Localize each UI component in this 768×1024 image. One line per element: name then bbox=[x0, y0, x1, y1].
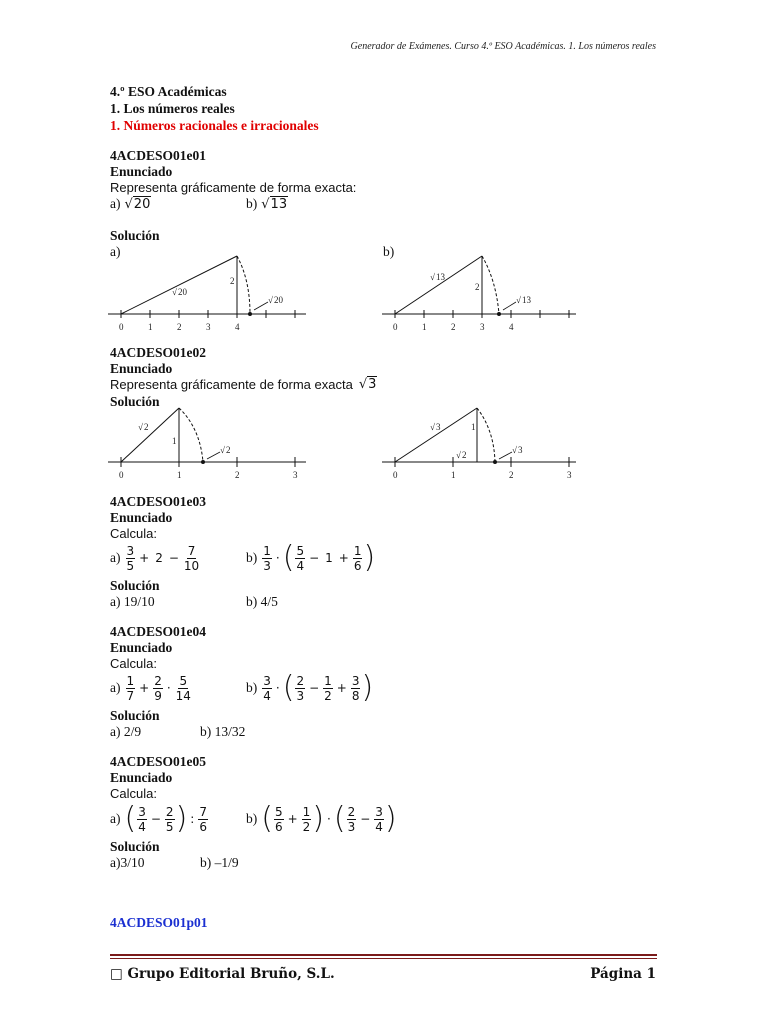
ex4-solucion-label: Solución bbox=[110, 708, 160, 723]
ex2-code: 4ACDESO01e02 bbox=[110, 345, 207, 360]
section-title: 1. Números racionales e irracionales bbox=[110, 118, 319, 133]
ex4-enunciado-label: Enunciado bbox=[110, 640, 173, 655]
fraction: $\frac{1}{6}$ bbox=[353, 543, 362, 573]
ex1-b-label: b) bbox=[246, 196, 258, 211]
ex2a-tick-1: 1 bbox=[177, 470, 182, 480]
ex1a-tick-2: 2 bbox=[177, 322, 182, 332]
ex3-b-label: b) bbox=[246, 550, 258, 565]
ex5-a-label: a) bbox=[110, 811, 121, 826]
ex1-figure-b bbox=[382, 240, 582, 334]
ex1b-hyp-label: 13 bbox=[436, 272, 445, 282]
fraction: $\frac{3}{5}$ bbox=[126, 543, 135, 573]
ex2b-base-label: 2 bbox=[462, 450, 467, 460]
ex2a-hyp-sqrt: √ bbox=[138, 422, 143, 432]
ex4-a-label: a) bbox=[110, 680, 121, 695]
operator: : bbox=[190, 812, 195, 826]
ex2b-tick-0: 0 bbox=[393, 470, 398, 480]
operator: + bbox=[139, 681, 150, 695]
ex2b-tick-2: 2 bbox=[509, 470, 514, 480]
right-paren: ) bbox=[175, 801, 188, 836]
fraction: $\frac{5}{14}$ bbox=[175, 673, 191, 703]
fraction: $\frac{3}{8}$ bbox=[351, 673, 360, 703]
ex1b-point-label: 13 bbox=[522, 295, 531, 305]
ex2a-hyp-label: 2 bbox=[144, 422, 149, 432]
ex1-b-radicand: 13 bbox=[270, 196, 288, 212]
left-paren: ( bbox=[282, 670, 295, 705]
ex1-figure-a bbox=[108, 240, 308, 334]
ex3-a-label: a) bbox=[110, 550, 121, 565]
sqrt-symbol: √ bbox=[261, 196, 270, 212]
ex5-solucion-label: Solución bbox=[110, 839, 160, 854]
operator: − bbox=[309, 551, 320, 565]
ex2a-tick-0: 0 bbox=[119, 470, 124, 480]
ex3-item-b bbox=[246, 540, 375, 576]
operator: + bbox=[338, 551, 349, 565]
ex1b-tick-4: 4 bbox=[509, 322, 514, 332]
right-paren: ) bbox=[363, 540, 376, 575]
operator: − bbox=[150, 812, 161, 826]
ex1a-tick-1: 1 bbox=[148, 322, 153, 332]
ex3-solucion-label: Solución bbox=[110, 578, 160, 593]
operator: − bbox=[168, 551, 179, 565]
ex1a-tick-3: 3 bbox=[206, 322, 211, 332]
ex2-statement: Representa gráficamente de forma exacta bbox=[110, 377, 353, 392]
ex3-enunciado-label: Enunciado bbox=[110, 510, 173, 525]
ex1b-tick-0: 0 bbox=[393, 322, 398, 332]
operator: − bbox=[309, 681, 320, 695]
ex4-sol-b: b) 13/32 bbox=[200, 724, 246, 739]
ex1b-point-sqrt: √ bbox=[516, 295, 521, 305]
left-paren: ( bbox=[261, 801, 273, 836]
footer-rule bbox=[110, 954, 657, 956]
footer-publisher: □ Grupo Editorial Bruño, S.L. bbox=[110, 966, 335, 982]
unit-title: 1. Los números reales bbox=[110, 101, 235, 116]
ex1-item-b bbox=[246, 196, 288, 212]
ex2b-point-label: 3 bbox=[518, 445, 523, 455]
operator: + bbox=[287, 812, 298, 826]
running-header: Generador de Exámenes. Curso 4.º ESO Académicas. 1. Los números reales bbox=[350, 41, 656, 52]
ex1b-tick-2: 2 bbox=[451, 322, 456, 332]
ex2a-point-label: 2 bbox=[226, 445, 231, 455]
course-title: 4.º ESO Académicas bbox=[110, 84, 227, 99]
ex1a-hyp-sqrt: √ bbox=[172, 287, 177, 297]
ex2b-base-sqrt: √ bbox=[456, 450, 461, 460]
left-paren: ( bbox=[124, 801, 137, 836]
left-paren: ( bbox=[333, 801, 346, 836]
ex1b-hyp-sqrt: √ bbox=[430, 272, 435, 282]
right-paren: ) bbox=[312, 801, 325, 836]
integer: 2 bbox=[155, 551, 163, 565]
ex4-code: 4ACDESO01e04 bbox=[110, 624, 207, 639]
ex2-radicand: 3 bbox=[368, 377, 377, 392]
ex1a-hyp-label: 20 bbox=[178, 287, 187, 297]
ex2-figure-b bbox=[382, 402, 582, 486]
ex3-item-a bbox=[110, 540, 201, 576]
footer-rule-thin bbox=[110, 958, 657, 959]
integer: 1 bbox=[325, 551, 333, 565]
ex5-statement: Calcula: bbox=[110, 786, 157, 801]
ex1-a-label: a) bbox=[110, 196, 121, 211]
ex2b-point-sqrt: √ bbox=[512, 445, 517, 455]
ex3-statement: Calcula: bbox=[110, 526, 157, 541]
ex2-sqrt bbox=[359, 377, 378, 392]
ex1-b-sqrt bbox=[261, 197, 288, 212]
ex4-b-label: b) bbox=[246, 680, 258, 695]
ex1b-tick-3: 3 bbox=[480, 322, 485, 332]
ex1a-tick-0: 0 bbox=[119, 322, 124, 332]
operator: + bbox=[139, 551, 150, 565]
fraction: $\frac{5}{6}$ bbox=[274, 804, 283, 834]
ex2a-tick-2: 2 bbox=[235, 470, 240, 480]
operator: − bbox=[360, 812, 371, 826]
ex1-enunciado-label: Enunciado bbox=[110, 164, 173, 179]
operator: · bbox=[166, 681, 171, 695]
ex5-item-a bbox=[110, 800, 209, 838]
fraction: $\frac{3}{4}$ bbox=[375, 804, 383, 834]
fraction: $\frac{7}{6}$ bbox=[199, 804, 207, 834]
ex5-enunciado-label: Enunciado bbox=[110, 770, 173, 785]
left-paren: ( bbox=[282, 540, 295, 575]
ex5-b-label: b) bbox=[246, 811, 258, 826]
fraction: $\frac{1}{3}$ bbox=[263, 543, 271, 573]
ex2b-leg-label: 1 bbox=[471, 422, 476, 432]
ex1-item-a bbox=[110, 196, 151, 212]
sqrt-symbol: √ bbox=[124, 196, 133, 212]
ex4-sol-a: a) 2/9 bbox=[110, 724, 142, 739]
ex2-figure-a bbox=[108, 402, 308, 486]
ex1a-tick-4: 4 bbox=[235, 322, 240, 332]
footer-page-number: Página 1 bbox=[590, 966, 656, 982]
ex1-a-sqrt bbox=[125, 197, 152, 212]
fraction: $\frac{1}{2}$ bbox=[302, 804, 311, 834]
ex2-enunciado-label: Enunciado bbox=[110, 361, 173, 376]
ex1-a-radicand: 20 bbox=[133, 196, 151, 212]
ex2b-hyp-label: 3 bbox=[436, 422, 441, 432]
ex1-code: 4ACDESO01e01 bbox=[110, 148, 207, 163]
ex5-sol-b: b) –1/9 bbox=[200, 855, 239, 870]
fraction: $\frac{2}{5}$ bbox=[165, 804, 174, 834]
right-paren: ) bbox=[361, 670, 374, 705]
ex1a-point-label: 20 bbox=[274, 295, 283, 305]
ex3-sol-b: b) 4/5 bbox=[246, 594, 278, 609]
operator: · bbox=[327, 812, 331, 826]
ex5-code: 4ACDESO01e05 bbox=[110, 754, 207, 769]
ex5-item-b bbox=[246, 800, 397, 838]
next-exercise-code: 4ACDESO01p01 bbox=[110, 915, 208, 930]
ex2-solucion-label: Solución bbox=[110, 394, 160, 409]
ex5-sol-a: a)3/10 bbox=[110, 855, 145, 870]
ex2a-leg-label: 1 bbox=[172, 436, 177, 446]
ex3-sol-a: a) 19/10 bbox=[110, 594, 155, 609]
fraction: $\frac{3}{4}$ bbox=[138, 804, 146, 834]
ex4-statement: Calcula: bbox=[110, 656, 157, 671]
right-paren: ) bbox=[384, 801, 397, 836]
ex4-item-b bbox=[246, 670, 373, 706]
sqrt-symbol: √ bbox=[358, 377, 368, 392]
fraction: $\frac{1}{7}$ bbox=[126, 673, 135, 703]
ex1-statement: Representa gráficamente de forma exacta: bbox=[110, 180, 357, 195]
ex1-sol-b-label: b) bbox=[383, 244, 395, 259]
ex1-sol-a-label: a) bbox=[110, 244, 121, 259]
ex2a-tick-3: 3 bbox=[293, 470, 298, 480]
ex4-item-a bbox=[110, 670, 193, 706]
ex2b-tick-1: 1 bbox=[451, 470, 456, 480]
operator: + bbox=[336, 681, 347, 695]
fraction: $\frac{2}{3}$ bbox=[347, 804, 356, 834]
ex1b-leg-label: 2 bbox=[475, 282, 480, 292]
fraction: $\frac{3}{4}$ bbox=[263, 673, 271, 703]
fraction: $\frac{7}{10}$ bbox=[183, 543, 200, 573]
fraction: $\frac{5}{4}$ bbox=[296, 543, 305, 573]
ex2-statement-row bbox=[110, 377, 377, 392]
ex1b-tick-1: 1 bbox=[422, 322, 427, 332]
operator: · bbox=[275, 551, 280, 565]
fraction: $\frac{1}{2}$ bbox=[324, 673, 332, 703]
ex1a-point-sqrt: √ bbox=[268, 295, 273, 305]
ex1a-leg-label: 2 bbox=[230, 276, 235, 286]
operator: · bbox=[275, 681, 280, 695]
ex2b-hyp-sqrt: √ bbox=[430, 422, 435, 432]
fraction: $\frac{2}{9}$ bbox=[154, 673, 162, 703]
ex2a-point-sqrt: √ bbox=[220, 445, 225, 455]
ex2b-tick-3: 3 bbox=[567, 470, 572, 480]
ex1-solucion-label: Solución bbox=[110, 228, 160, 243]
ex3-code: 4ACDESO01e03 bbox=[110, 494, 207, 509]
fraction: $\frac{2}{3}$ bbox=[296, 673, 305, 703]
